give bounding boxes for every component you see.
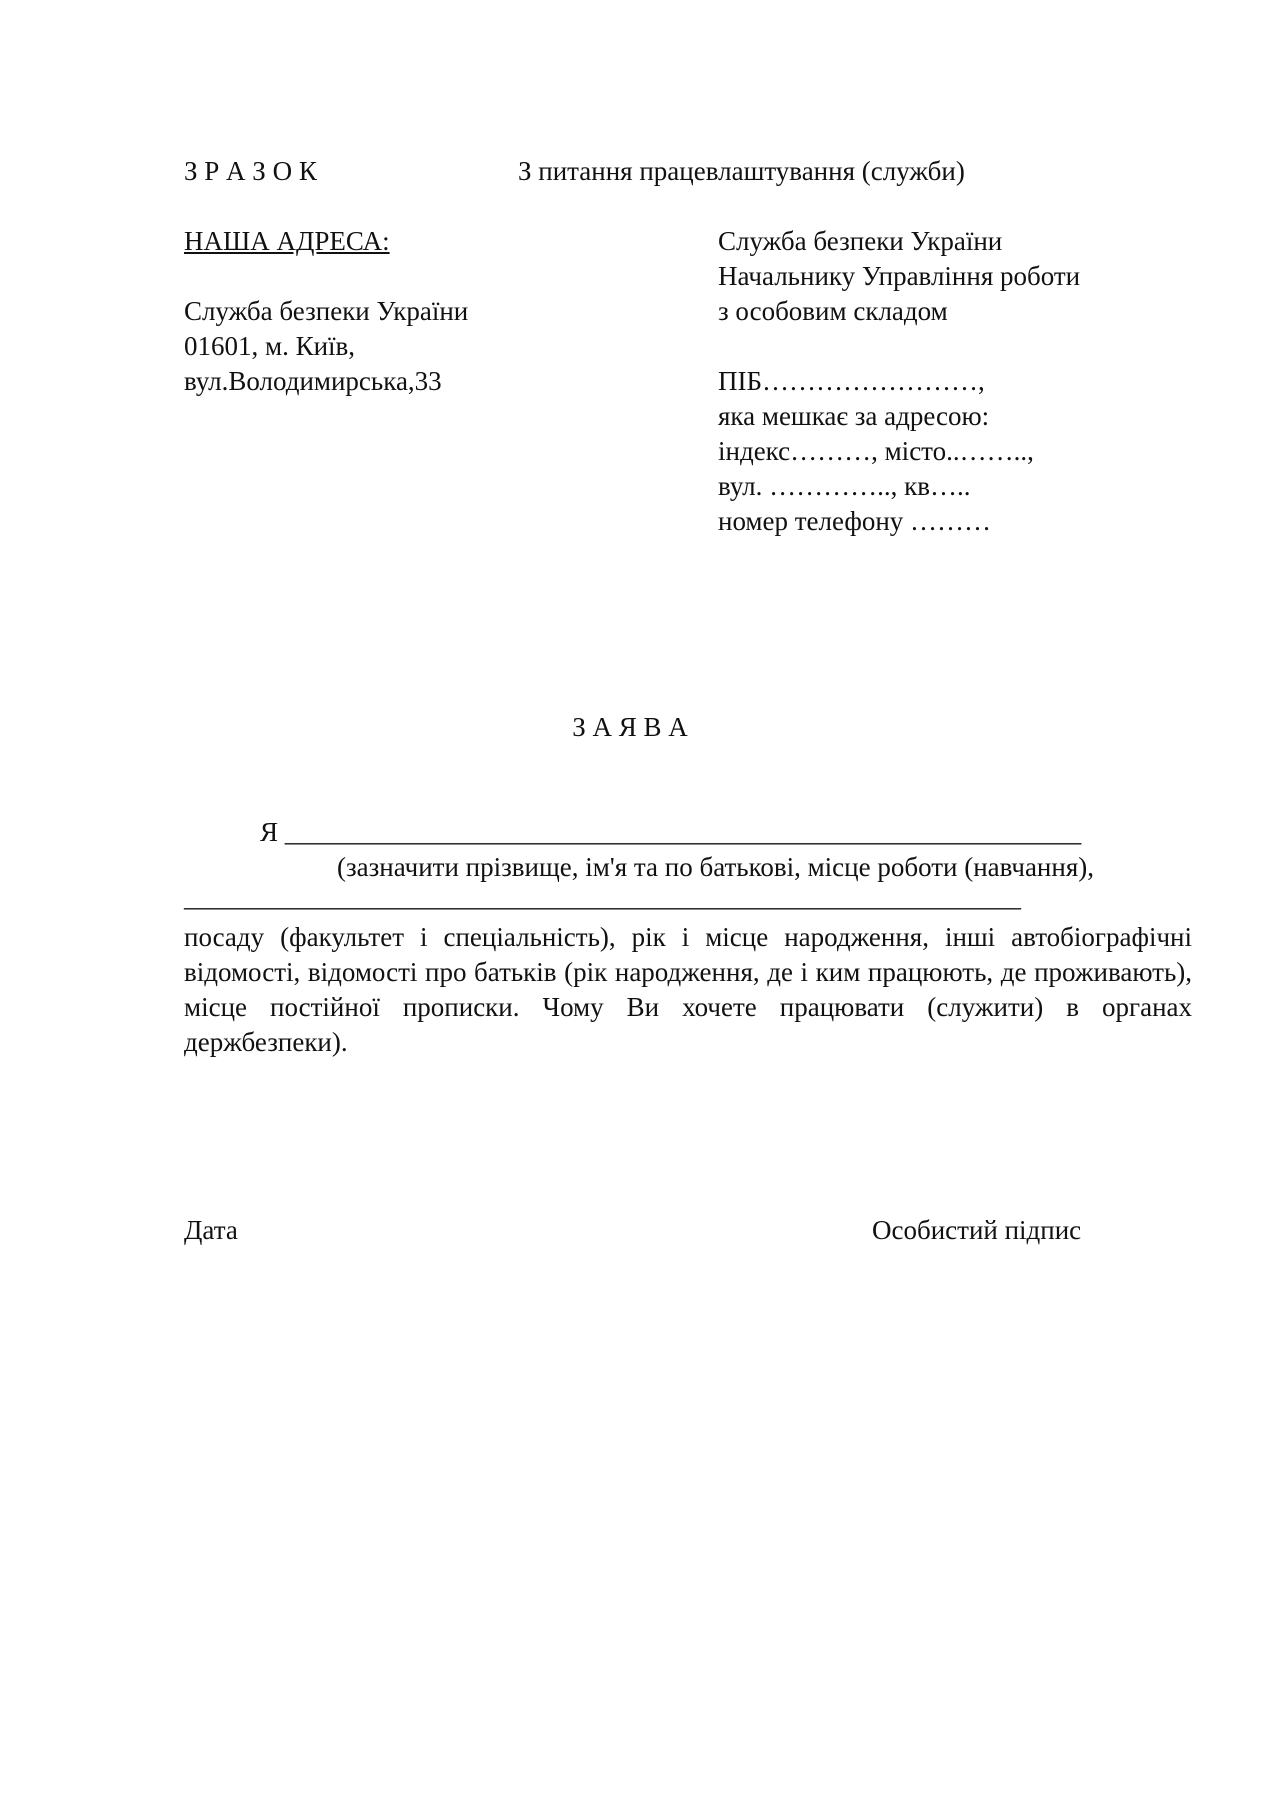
document-subject: З питання працевлаштування (служби) xyxy=(518,156,965,186)
application-body: посаду (факультет і спеціальність), рік і місце народження, інші автобіографічні відомості, відомості про батьків (рік народження, де і ким працюють, де проживають), місце постійної прописки. Чому Ви хочете працювати (служити) в органах держбезпеки). xyxy=(184,922,1192,1057)
addressee-name-line: ПІБ……………………, xyxy=(718,366,985,396)
addressee-line: Служба безпеки України xyxy=(718,226,1003,256)
addressee-line: з особовим складом xyxy=(718,296,948,326)
our-address-line: Служба безпеки України xyxy=(184,296,469,326)
our-address-line: вул.Володимирська,33 xyxy=(184,366,442,396)
addressee-phone-line: номер телефону ……… xyxy=(718,506,992,536)
signature-label: Особистий підпис xyxy=(872,1215,1082,1245)
our-address-block xyxy=(184,294,468,399)
our-address-line: 01601, м. Київ, xyxy=(184,331,356,361)
addressee-line: вул. ………….., кв….. xyxy=(718,471,971,501)
addressee-block xyxy=(718,224,1080,539)
addressee-line: яка мешкає за адресою: xyxy=(718,401,990,431)
date-label: Дата xyxy=(184,1215,238,1245)
applicant-line: Я ___________________________________________________________ xyxy=(260,817,1082,847)
our-address-label: НАША АДРЕСА: xyxy=(184,226,390,256)
sample-label: З Р А З О К xyxy=(184,156,317,186)
applicant-hint: (зазначити прізвище, ім'я та по батькові, місце роботи (навчання), xyxy=(337,852,1094,882)
addressee-line: Начальнику Управління роботи xyxy=(718,261,1081,291)
blank-underline: ______________________________________________________________ xyxy=(184,882,1021,912)
addressee-spacer xyxy=(718,329,1080,364)
application-title: З А Я В А xyxy=(572,712,688,742)
addressee-line: індекс………, місто..…….., xyxy=(718,436,1034,466)
